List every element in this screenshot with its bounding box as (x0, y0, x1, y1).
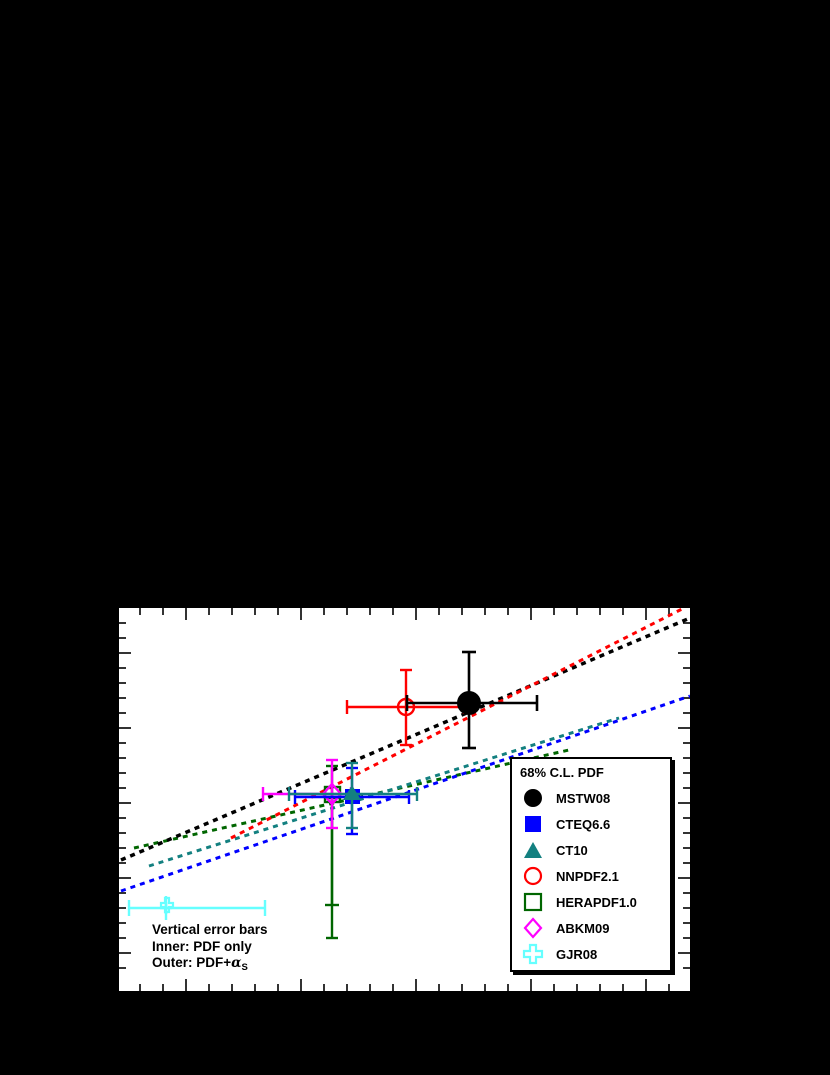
annotation-line-1: Vertical error bars (152, 922, 268, 937)
axis-ticks-bottom (140, 979, 669, 991)
legend-label-cteq6-6: CTEQ6.6 (556, 816, 611, 832)
filled-square-icon (520, 811, 546, 837)
open-square-icon (520, 889, 546, 915)
legend-title: 68% C.L. PDF (520, 765, 604, 780)
legend-entry-herapdf1-0 (520, 889, 637, 915)
filled-circle-icon (520, 785, 546, 811)
legend-entry-nnpdf2-1 (520, 863, 619, 889)
datapoint-mstw08 (407, 652, 537, 748)
datapoint-nnpdf2-1 (347, 670, 464, 745)
legend-label-ct10: CT10 (556, 842, 588, 858)
error-bar-annotation (152, 922, 268, 977)
open-diamond-icon (520, 915, 546, 941)
filled-triangle-icon (520, 837, 546, 863)
open-circle-icon (520, 863, 546, 889)
legend-entry-gjr08 (520, 941, 597, 967)
legend-label-mstw08: MSTW08 (556, 790, 611, 806)
legend-label-gjr08: GJR08 (556, 946, 598, 962)
annotation-line-3 (152, 955, 268, 977)
legend-entry-cteq6-6 (520, 811, 610, 837)
legend-box (510, 757, 672, 972)
axis-ticks-left (119, 623, 131, 968)
legend-entry-abkm09 (520, 915, 609, 941)
axis-ticks-top (140, 608, 669, 620)
legend-label-abkm09: ABKM09 (556, 920, 610, 936)
alpha-symbol: α (231, 955, 242, 971)
axis-ticks-right (678, 623, 690, 968)
alpha-subscript: S (241, 962, 248, 973)
legend-entry-mstw08 (520, 785, 610, 811)
open-cross-icon (520, 941, 546, 967)
legend-label-herapdf1-0: HERAPDF1.0 (556, 894, 637, 910)
legend-entry-ct10 (520, 837, 588, 863)
annotation-line-2: Inner: PDF only (152, 938, 252, 954)
annotation-line-3-text: Outer: PDF+ (152, 955, 232, 970)
datapoint-gjr08 (129, 896, 265, 920)
legend-label-nnpdf2-1: NNPDF2.1 (556, 868, 619, 884)
